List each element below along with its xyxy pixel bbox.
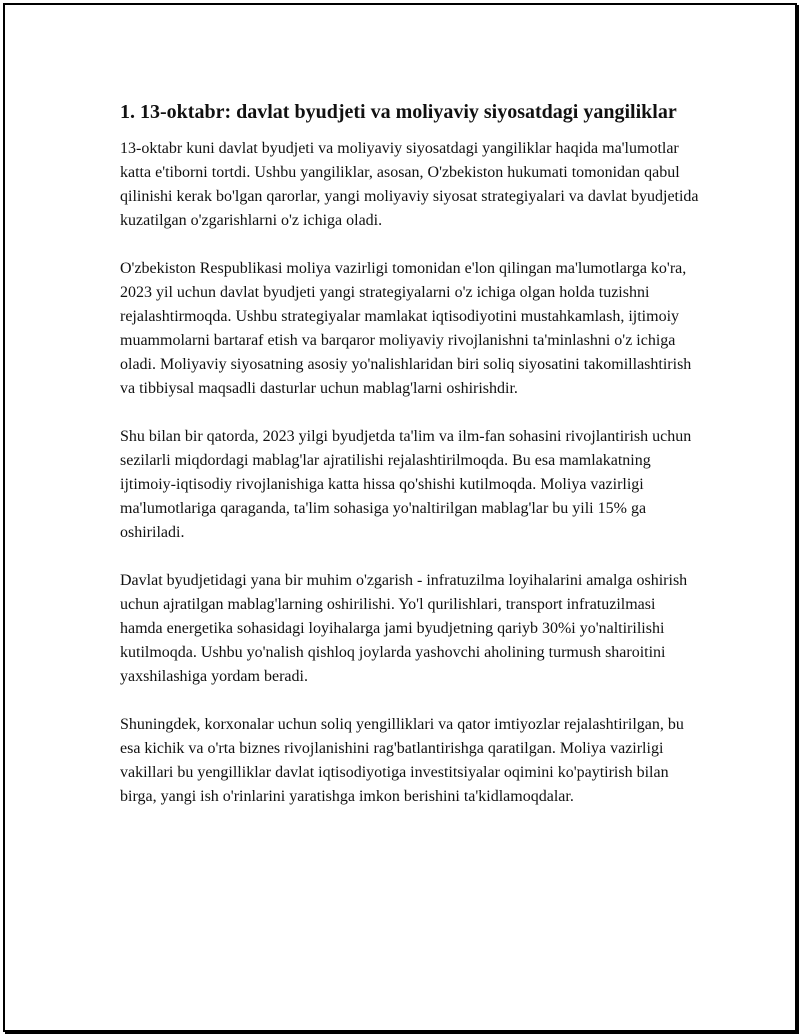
paragraph-5: Shuningdek, korxonalar uchun soliq yengilliklari va qator imtiyozlar rejalashtirilgan, bu esa kichik va o'rta biznes rivojlanishini rag'batlantirishga qaratilgan. Moliya vazirligi vakillari bu yengilliklar davlat iqtisodiyotiga investitsiyalar oqimini ko'paytirish bilan birga, yangi ish o'rinlarini yaratishga imkon berishini ta'kidlamoqdalar. bbox=[120, 716, 684, 805]
document-body bbox=[120, 99, 700, 833]
paragraph-2: O'zbekiston Respublikasi moliya vazirligi tomonidan e'lon qilingan ma'lumotlarga ko'ra, 2023 yil uchun davlat byudjeti yangi strategiyalarni o'z ichiga olgan holda tuzishni rejalashtirmoqda. Ushbu strategiyalar mamlakat iqtisodiyotini mustahkamlash, ijtimoiy muammolarni bartaraf etish va barqaror moliyaviy rivojlanishni ta'minlashni o'z ichiga oladi. Moliyaviy siyosatning asosiy yo'nalishlaridan biri soliq siyosatini takomillashtirish va tibbiysal maqsadli dasturlar uchun mablag'larni oshirishdir. bbox=[120, 260, 692, 397]
paragraph-1: 13-oktabr kuni davlat byudjeti va moliyaviy siyosatdagi yangiliklar haqida ma'lumotlar katta e'tiborni tortdi. Ushbu yangiliklar, asosan, O'zbekiston hukumati tomonidan qabul qilinishi kerak bo'lgan qarorlar, yangi moliyaviy siyosat strategiyalari va davlat byudjetida kuzatilgan o'zgarishlarni o'z ichiga oladi. bbox=[120, 140, 699, 229]
paragraph-4: Davlat byudjetidagi yana bir muhim o'zgarish - infratuzilma loyihalarini amalga oshirish uchun ajratilgan mablag'larning oshirilishi. Yo'l qurilishlari, transport infratuzilmasi hamda energetika sohasidagi loyihalarga jami byudjetning qariyb 30%i yo'naltirilishi kutilmoqda. Ushbu yo'nalish qishloq joylarda yashovchi aholining turmush sharoitini yaxshilashiga yordam beradi. bbox=[120, 572, 688, 685]
paragraph-3: Shu bilan bir qatorda, 2023 yilgi byudjetda ta'lim va ilm-fan sohasini rivojlantirish uchun sezilarli miqdordagi mablag'lar ajratilishi rejalashtirilmoqda. Bu esa mamlakatning ijtimoiy-iqtisodiy rivojlanishiga katta hissa qo'shishi kutilmoqda. Moliya vazirligi ma'lumotlariga qaraganda, ta'lim sohasiga yo'naltirilgan mablag'lar bu yili 15% ga oshiriladi. bbox=[120, 428, 692, 541]
document-title: 1. 13-oktabr: davlat byudjeti va moliyaviy siyosatdagi yangiliklar bbox=[120, 101, 677, 123]
page-frame bbox=[3, 3, 797, 1032]
